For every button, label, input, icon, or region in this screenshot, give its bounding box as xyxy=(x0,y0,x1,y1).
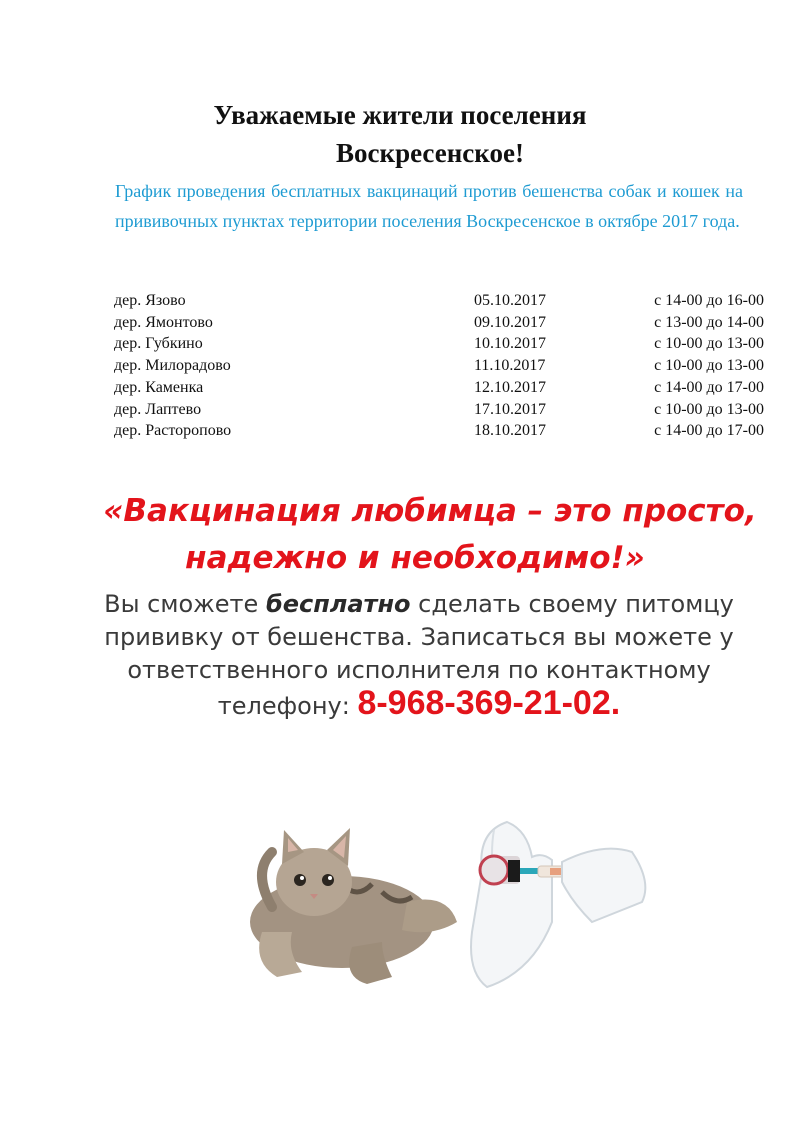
schedule-time: с 14-00 до 16-00 xyxy=(654,292,764,309)
slogan xyxy=(0,488,800,582)
kitten-eye-right xyxy=(322,874,334,886)
registration-info xyxy=(0,588,800,723)
schedule-row xyxy=(114,377,764,399)
schedule-village: дер. Милорадово xyxy=(114,357,231,375)
schedule-village: дер. Каменка xyxy=(114,378,204,396)
schedule-village: дер. Губкино xyxy=(114,335,203,353)
schedule-time: с 10-00 до 13-00 xyxy=(654,335,764,353)
schedule-date: 17.10.2017 xyxy=(474,400,546,418)
info-line-4 xyxy=(0,684,800,723)
schedule-village: дер. Лаптево xyxy=(114,400,202,418)
free-emphasis: бесплатно xyxy=(265,590,411,618)
schedule-date: 10.10.2017 xyxy=(474,335,546,353)
schedule-row xyxy=(114,290,764,312)
schedule-date: 09.10.2017 xyxy=(474,313,546,331)
eye-shine-right xyxy=(328,876,332,880)
schedule-time: с 10-00 до 13-00 xyxy=(654,400,764,418)
schedule-village: дер. Язово xyxy=(114,292,186,309)
schedule-row xyxy=(114,420,764,442)
kitten-vaccination-photo xyxy=(232,812,652,994)
title-line-1: Уважаемые жители поселения xyxy=(213,100,587,131)
kitten-tail xyxy=(262,852,272,907)
schedule-time: с 13-00 до 14-00 xyxy=(654,313,764,331)
page-title xyxy=(0,96,800,172)
schedule-date: 11.10.2017 xyxy=(474,357,546,375)
kitten-hind-leg xyxy=(402,900,457,933)
eye-shine-left xyxy=(300,876,304,880)
info-line-1 xyxy=(0,588,800,621)
gloved-hand-left xyxy=(471,822,552,987)
info-line-3: ответственного исполнителя по контактному xyxy=(127,656,711,684)
schedule-row xyxy=(114,399,764,421)
schedule-row xyxy=(114,355,764,377)
schedule-time: с 14-00 до 17-00 xyxy=(654,422,764,440)
contact-phone: 8-968-369-21-02. xyxy=(357,684,621,722)
gloved-hand-right xyxy=(562,849,645,922)
schedule-intro: График проведения бесплатных вакцинаций против бешенства собак и кошек на прививочных пунктах территории поселения Воскресенское в октябре 2017 года. xyxy=(115,181,743,231)
schedule-date: 05.10.2017 xyxy=(474,292,546,309)
schedule-date: 12.10.2017 xyxy=(474,378,546,396)
schedule-village: дер. Расторопово xyxy=(114,422,232,440)
slogan-line-1: «Вакцинация любимца – это просто, xyxy=(103,493,757,529)
phone-label: телефону: xyxy=(217,692,358,720)
title-line-2: Воскресенское! xyxy=(336,138,524,169)
schedule-date: 18.10.2017 xyxy=(474,422,546,440)
schedule-row xyxy=(114,312,764,334)
info-line-2: прививку от бешенства. Записаться вы можете у xyxy=(104,623,734,651)
schedule-row xyxy=(114,333,764,355)
schedule-village: дер. Ямонтово xyxy=(114,313,213,331)
vaccination-schedule xyxy=(114,290,764,442)
info-text: Вы сможете xyxy=(104,590,266,618)
kitten-eye-left xyxy=(294,874,306,886)
slogan-line-2: надежно и необходимо!» xyxy=(185,540,645,576)
schedule-time: с 10-00 до 13-00 xyxy=(654,357,764,375)
info-text: сделать своему питомцу xyxy=(410,590,734,618)
schedule-time: с 14-00 до 17-00 xyxy=(654,378,764,396)
